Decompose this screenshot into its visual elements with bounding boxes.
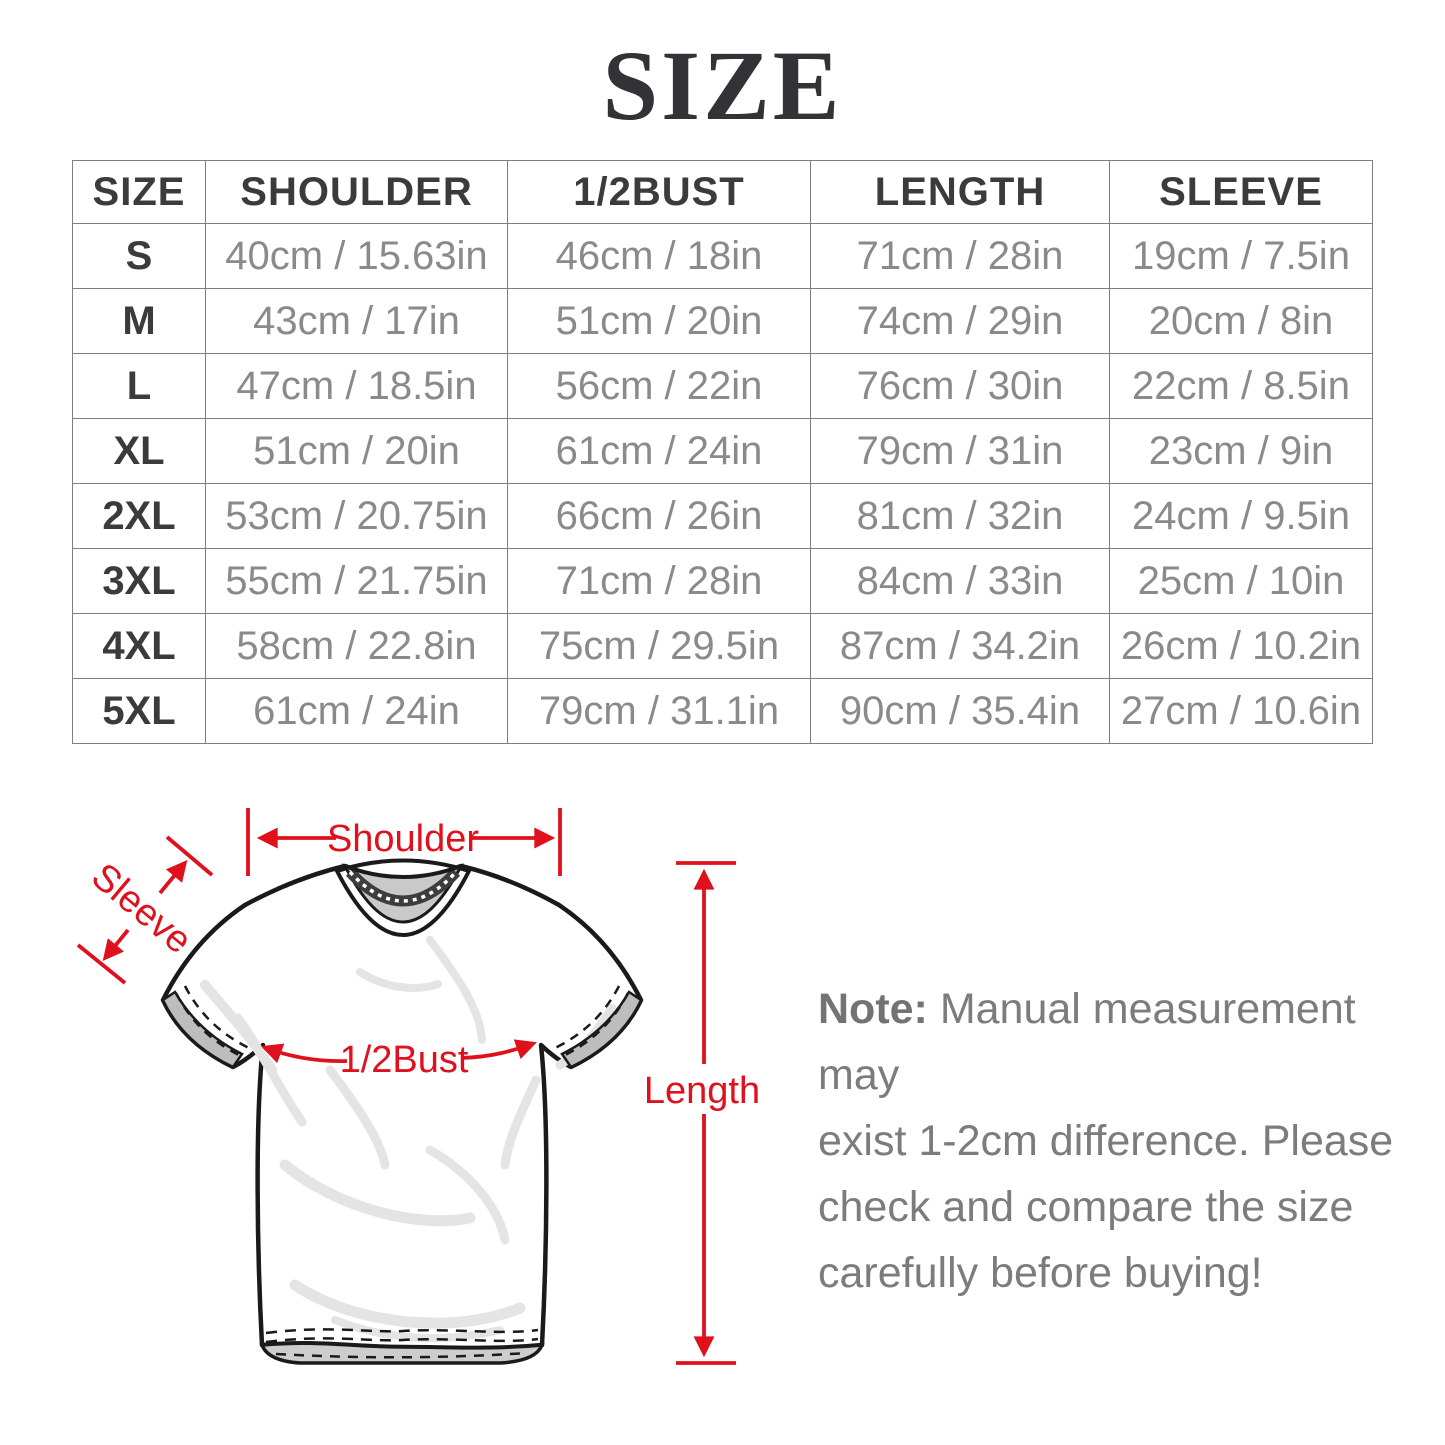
measurement-cell: 24cm / 9.5in [1110,484,1373,549]
measurement-cell: 76cm / 30in [811,354,1110,419]
measurement-cell: 47cm / 18.5in [206,354,508,419]
measurement-cell: 20cm / 8in [1110,289,1373,354]
note-line: check and compare the size [818,1183,1354,1231]
measurement-cell: 25cm / 10in [1110,549,1373,614]
measurement-cell: 53cm / 20.75in [206,484,508,549]
measurement-cell: 71cm / 28in [811,224,1110,289]
column-header-size: SIZE [73,161,206,224]
size-cell: 5XL [73,679,206,744]
sleeve-tick-bottom [78,945,125,983]
note-line: carefully before buying! [818,1249,1263,1297]
measurement-cell: 61cm / 24in [206,679,508,744]
size-cell: S [73,224,206,289]
measurement-cell: 56cm / 22in [508,354,811,419]
measurement-cell: 87cm / 34.2in [811,614,1110,679]
page-title: SIZE [602,30,843,141]
column-header-1-2bust: 1/2BUST [508,161,811,224]
measurement-cell: 84cm / 33in [811,549,1110,614]
measurement-cell: 19cm / 7.5in [1110,224,1373,289]
size-cell: 3XL [73,549,206,614]
measurement-cell: 66cm / 26in [508,484,811,549]
size-cell: XL [73,419,206,484]
note-label: Note: [818,985,928,1033]
tshirt-outline [163,866,641,1348]
size-cell: 4XL [73,614,206,679]
length-label: Length [643,1070,761,1112]
column-header-length: LENGTH [811,161,1110,224]
column-header-shoulder: SHOULDER [206,161,508,224]
shoulder-label: Shoulder [326,818,480,860]
hem-underside [262,1343,542,1363]
column-header-sleeve: SLEEVE [1110,161,1373,224]
measurement-cell: 51cm / 20in [508,289,811,354]
measurement-cell: 79cm / 31.1in [508,679,811,744]
measurement-cell: 58cm / 22.8in [206,614,508,679]
half-bust-label: 1/2Bust [339,1039,469,1081]
measurement-cell: 51cm / 20in [206,419,508,484]
measurement-cell: 22cm / 8.5in [1110,354,1373,419]
measurement-cell: 81cm / 32in [811,484,1110,549]
measurement-cell: 23cm / 9in [1110,419,1373,484]
tshirt-illustration [163,861,641,1364]
measurement-cell: 46cm / 18in [508,224,811,289]
measurement-cell: 55cm / 21.75in [206,549,508,614]
size-cell: L [73,354,206,419]
measurement-cell: 90cm / 35.4in [811,679,1110,744]
size-cell: 2XL [73,484,206,549]
note-text: Manual measurement may [818,985,1356,1099]
sleeve-arrow-down [106,930,128,957]
measurement-cell: 26cm / 10.2in [1110,614,1373,679]
measurement-cell: 75cm / 29.5in [508,614,811,679]
measurement-cell: 71cm / 28in [508,549,811,614]
note [818,976,1398,1306]
note-line: exist 1-2cm difference. Please [818,1117,1394,1165]
sleeve-arrow-up [160,864,184,893]
measurement-cell: 40cm / 15.63in [206,224,508,289]
measurement-cell: 79cm / 31in [811,419,1110,484]
size-cell: M [73,289,206,354]
measurement-cell: 27cm / 10.6in [1110,679,1373,744]
sleeve-label: Sleeve [83,855,200,963]
measurement-cell: 74cm / 29in [811,289,1110,354]
sleeve-tick-top [167,837,212,875]
measurement-cell: 43cm / 17in [206,289,508,354]
measurement-cell: 61cm / 24in [508,419,811,484]
note-line [818,976,1398,1108]
